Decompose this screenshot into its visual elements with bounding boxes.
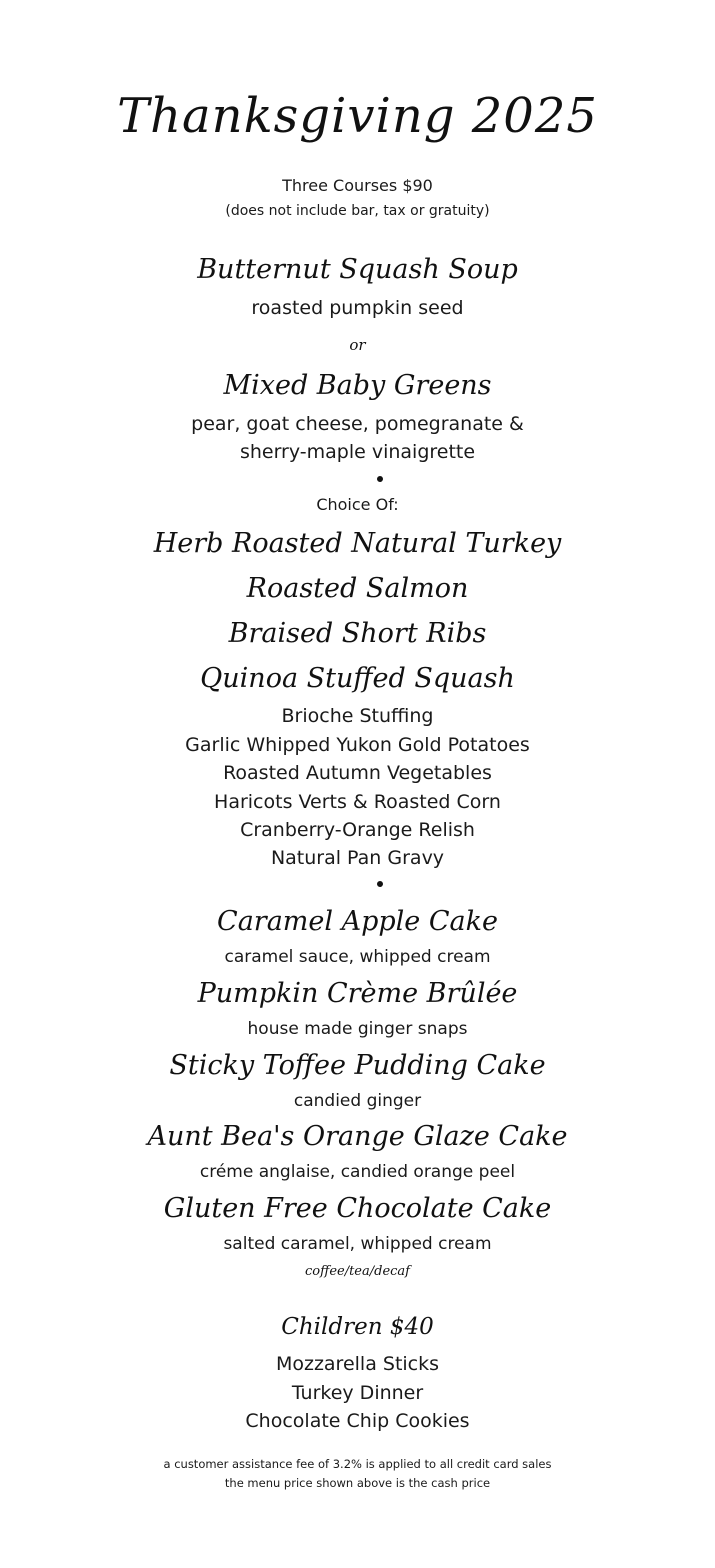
- side-item: Haricots Verts & Roasted Corn: [214, 791, 501, 813]
- dessert-desc: candied ginger: [293, 1091, 422, 1111]
- dessert-name: Gluten Free Chocolate Cake: [163, 1193, 552, 1224]
- dish-name-soup: Butternut Squash Soup: [197, 254, 518, 285]
- main-quinoa-squash: Quinoa Stuffed Squash: [200, 663, 515, 694]
- dish-desc-greens-line1: pear, goat cheese, pomegranate &: [191, 413, 524, 435]
- dish-desc-soup: roasted pumpkin seed: [251, 297, 464, 319]
- price-line: Three Courses $90: [282, 176, 433, 195]
- course-divider-dot: [377, 476, 383, 482]
- dish-desc-greens-line2: sherry-maple vinaigrette: [239, 441, 476, 463]
- main-turkey: Herb Roasted Natural Turkey: [153, 528, 562, 559]
- dessert-name: Caramel Apple Cake: [217, 906, 498, 937]
- dessert-name: Aunt Bea's Orange Glaze Cake: [147, 1121, 568, 1152]
- footer-fee-note: a customer assistance fee of 3.2% is applied to all credit card sales: [163, 1457, 552, 1471]
- dish-name-greens: Mixed Baby Greens: [223, 370, 492, 401]
- main-salmon: Roasted Salmon: [246, 573, 469, 604]
- children-heading: Children $40: [281, 1314, 434, 1340]
- dessert-name: Sticky Toffee Pudding Cake: [169, 1050, 546, 1081]
- dessert-desc: house made ginger snaps: [247, 1019, 468, 1039]
- main-short-ribs: Braised Short Ribs: [228, 618, 487, 649]
- dessert-desc: caramel sauce, whipped cream: [224, 947, 491, 967]
- dessert-desc: salted caramel, whipped cream: [223, 1234, 492, 1254]
- beverages-line: coffee/tea/decaf: [305, 1264, 410, 1279]
- children-item: Mozzarella Sticks: [275, 1353, 440, 1375]
- side-item: Brioche Stuffing: [281, 705, 434, 727]
- course-divider-dot: [377, 881, 383, 887]
- dessert-desc: créme anglaise, candied orange peel: [199, 1162, 516, 1182]
- footer-cash-price-note: the menu price shown above is the cash price: [224, 1476, 491, 1490]
- dessert-name: Pumpkin Crème Brûlée: [197, 978, 518, 1009]
- side-item: Roasted Autumn Vegetables: [223, 762, 492, 784]
- price-note: (does not include bar, tax or gratuity): [225, 203, 490, 219]
- children-item: Chocolate Chip Cookies: [245, 1410, 470, 1432]
- side-item: Cranberry-Orange Relish: [240, 819, 475, 841]
- choice-heading: Choice Of:: [316, 495, 399, 514]
- menu-title: Thanksgiving 2025: [117, 88, 598, 144]
- side-item: Natural Pan Gravy: [270, 847, 445, 869]
- children-item: Turkey Dinner: [291, 1382, 424, 1404]
- side-item: Garlic Whipped Yukon Gold Potatoes: [185, 734, 530, 756]
- or-separator: or: [349, 336, 366, 354]
